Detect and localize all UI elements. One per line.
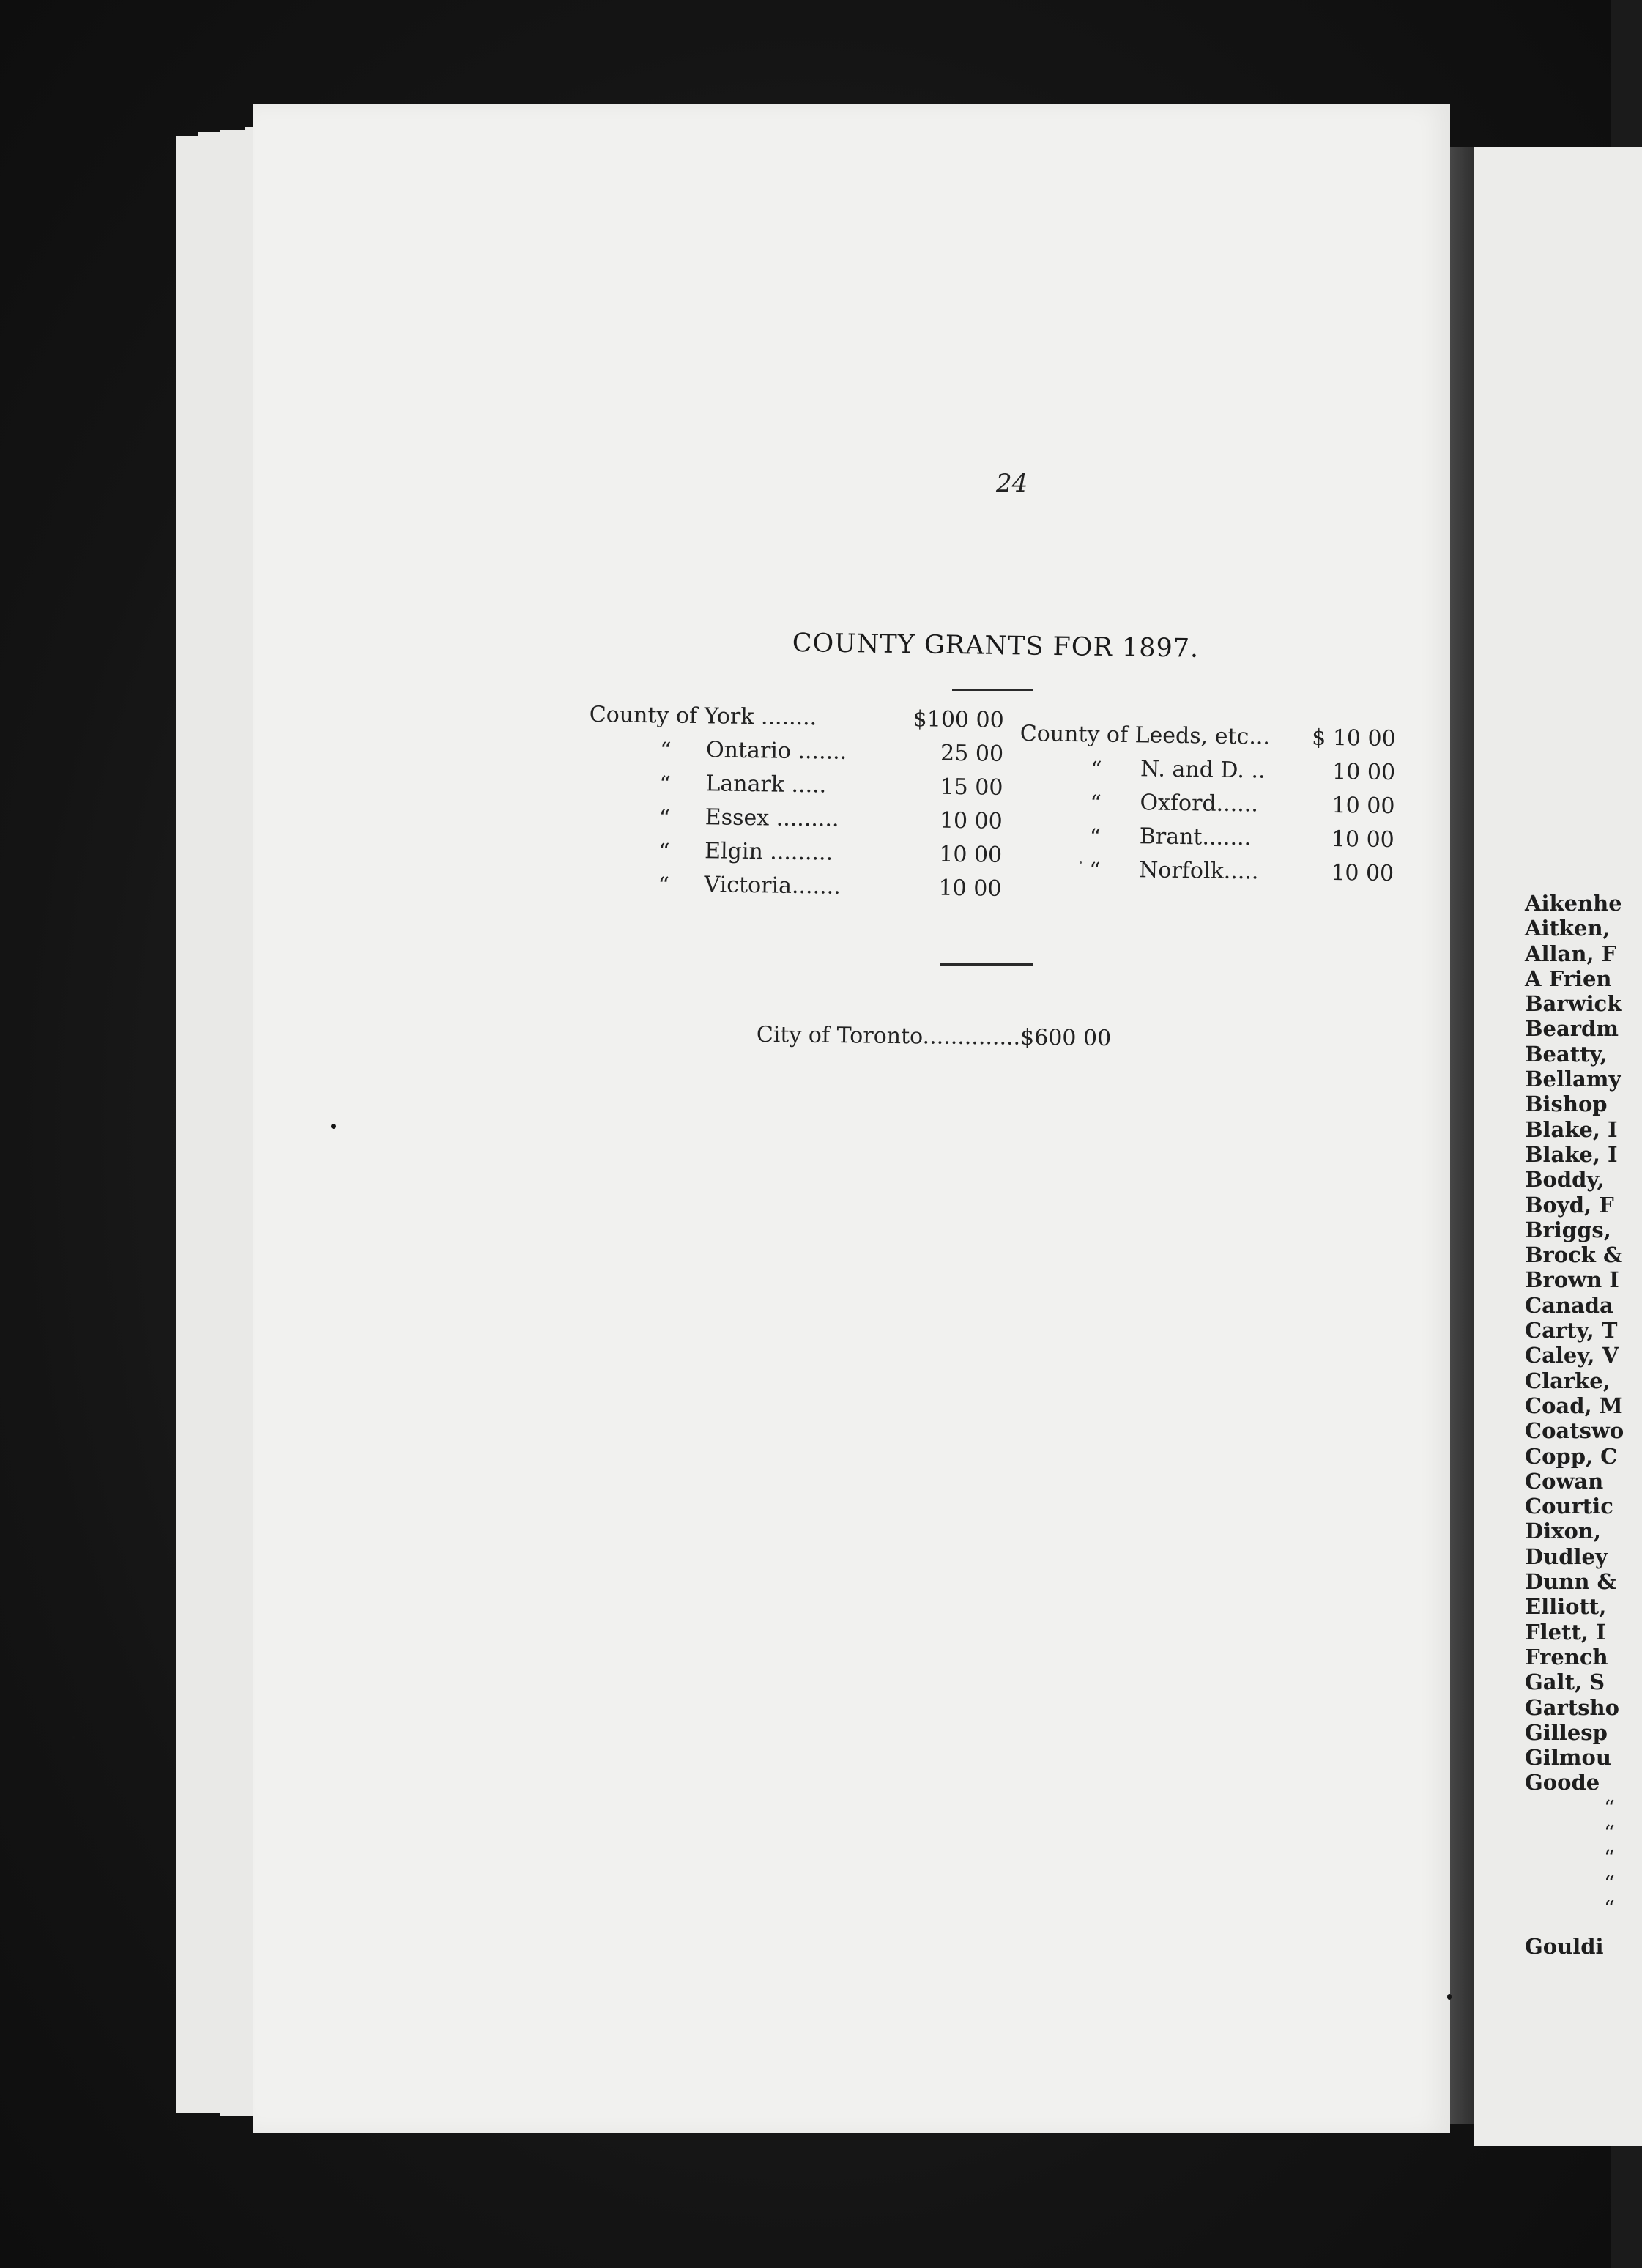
facing-page-entry: “ xyxy=(1604,1895,1615,1921)
grant-county-name: Oxford...... xyxy=(1140,790,1259,818)
facing-page-entry: Cowan xyxy=(1525,1468,1604,1494)
scan-speck xyxy=(1080,861,1082,864)
ditto-mark: “ xyxy=(1089,824,1102,850)
page-title: COUNTY GRANTS FOR 1897. xyxy=(792,629,1200,664)
ditto-mark: “ xyxy=(1090,757,1102,783)
facing-page-entry: Clarke, xyxy=(1525,1368,1611,1393)
facing-page-entry: Brock & xyxy=(1525,1242,1623,1268)
facing-page-entry: Blake, I xyxy=(1525,1141,1618,1167)
facing-page-entry: Boyd, F xyxy=(1525,1192,1614,1218)
facing-page-entry: “ xyxy=(1604,1870,1615,1896)
grant-county-name: N. and D. .. xyxy=(1140,756,1266,784)
ditto-mark: “ xyxy=(1090,790,1102,817)
ditto-mark: “ xyxy=(658,839,670,865)
grant-county-name: Norfolk..... xyxy=(1138,857,1259,885)
facing-page-entry: Coatswo xyxy=(1525,1418,1624,1444)
scan-speck xyxy=(331,1124,336,1129)
grant-county-name: County of York ........ xyxy=(589,702,817,731)
facing-page-entry: Beatty, xyxy=(1525,1041,1608,1067)
page-number: 24 xyxy=(996,469,1028,498)
facing-page-entry: Barwick xyxy=(1525,991,1622,1017)
ditto-mark: “ xyxy=(659,738,672,764)
ditto-mark: “ xyxy=(658,872,670,899)
grant-county-name: Elgin ......... xyxy=(704,838,833,866)
facing-page-entry: Bishop xyxy=(1525,1092,1608,1117)
ditto-mark: “ xyxy=(659,771,672,798)
scan-speck xyxy=(1447,1994,1452,2000)
facing-page-entry: Dixon, xyxy=(1525,1519,1601,1544)
facing-page-entry: Blake, I xyxy=(1525,1116,1618,1142)
facing-page-entry: Flett, I xyxy=(1525,1619,1606,1645)
facing-page-entry: Allan, F xyxy=(1525,941,1617,966)
facing-page-entry: French xyxy=(1525,1644,1608,1670)
grant-amount: $100 00 xyxy=(913,706,1004,733)
grant-county-name: Ontario ....... xyxy=(705,737,847,765)
facing-page-entry: Bellamy xyxy=(1525,1067,1621,1092)
facing-page-entry: Canada xyxy=(1525,1292,1613,1318)
facing-page-entries xyxy=(1525,891,1624,1959)
facing-page-entry: Aitken, xyxy=(1525,916,1611,941)
grant-amount: 10 00 xyxy=(1331,859,1394,887)
grant-county-name: County of Leeds, etc... xyxy=(1019,721,1271,750)
grant-county-name: Victoria....... xyxy=(704,872,841,900)
facing-page-entry: Gilmou xyxy=(1525,1745,1611,1771)
facing-page-entry: Dunn & xyxy=(1525,1569,1616,1595)
grant-amount: 10 00 xyxy=(1331,758,1396,786)
grant-county-name: Lanark ..... xyxy=(705,771,827,798)
grant-amount: 10 00 xyxy=(938,875,1002,902)
facing-page-entry: Boddy, xyxy=(1525,1167,1605,1193)
facing-page-entry: Galt, S xyxy=(1525,1670,1605,1695)
facing-page-entry: “ xyxy=(1604,1845,1615,1871)
facing-page-entry: “ xyxy=(1604,1795,1615,1820)
grant-county-name: Brant....... xyxy=(1139,823,1252,851)
document-page xyxy=(253,104,1450,2133)
facing-page-entry: Carty, T xyxy=(1525,1318,1618,1344)
scan-speck xyxy=(72,1736,75,1739)
facing-page-entry: Caley, V xyxy=(1525,1343,1619,1368)
facing-page-entry: “ xyxy=(1604,1820,1615,1845)
ditto-mark: “ xyxy=(1088,858,1101,884)
facing-page-entry: Gouldi xyxy=(1525,1934,1604,1960)
facing-page-entry: Briggs, xyxy=(1525,1217,1611,1242)
grant-county-name: Essex ......... xyxy=(705,804,839,832)
grant-amount: 15 00 xyxy=(940,774,1003,801)
grant-amount: 25 00 xyxy=(940,740,1004,767)
grant-amount: 10 00 xyxy=(1331,826,1395,853)
grant-amount: $ 10 00 xyxy=(1311,724,1396,752)
grant-amount: 10 00 xyxy=(939,841,1003,868)
facing-page-entry: Coad, M xyxy=(1525,1393,1623,1418)
facing-page-entry: Dudley xyxy=(1525,1544,1608,1569)
title-rule xyxy=(952,689,1033,691)
facing-page-entry: Gillesp xyxy=(1525,1719,1608,1745)
facing-page-entry: Courtic xyxy=(1525,1494,1613,1519)
grant-amount: 10 00 xyxy=(939,807,1003,834)
facing-page-entry: Goode xyxy=(1525,1770,1600,1796)
facing-page-entry: Aikenhe xyxy=(1525,891,1622,916)
facing-page-entry: Gartsho xyxy=(1525,1694,1619,1720)
grant-amount: 10 00 xyxy=(1331,792,1395,820)
facing-page-entry: A Frien xyxy=(1525,966,1612,991)
facing-page-entry: Elliott, xyxy=(1525,1594,1607,1620)
facing-page-entry: Beardm xyxy=(1525,1016,1619,1042)
city-grant-line: City of Toronto..............$600 00 xyxy=(756,1022,1112,1052)
facing-page-entry: Copp, C xyxy=(1525,1443,1618,1469)
section-rule xyxy=(940,963,1033,966)
facing-page xyxy=(1474,147,1642,2146)
ditto-mark: “ xyxy=(658,805,671,831)
facing-page-entry: Brown I xyxy=(1525,1267,1619,1293)
